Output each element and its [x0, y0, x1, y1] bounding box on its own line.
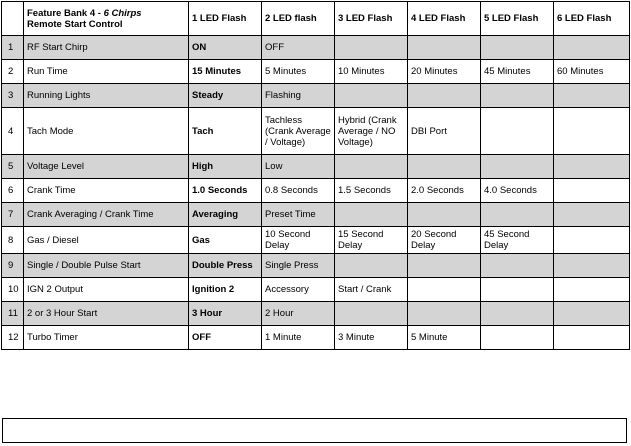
feature-name: IGN 2 Output — [24, 278, 189, 302]
option-cell: Tachless (Crank Average / Voltage) — [262, 108, 335, 155]
option-cell — [554, 326, 630, 350]
row-number: 9 — [2, 254, 24, 278]
option-cell — [481, 326, 554, 350]
table-subtitle: Remote Start Control — [27, 18, 123, 30]
option-cell: Tach — [189, 108, 262, 155]
option-cell — [408, 36, 481, 60]
option-cell: 1 Minute — [262, 326, 335, 350]
option-cell: OFF — [189, 326, 262, 350]
option-cell — [554, 108, 630, 155]
option-cell — [481, 155, 554, 179]
option-cell: 15 Minutes — [189, 60, 262, 84]
table-row — [2, 179, 630, 203]
option-cell — [554, 227, 630, 254]
option-cell — [481, 254, 554, 278]
table-row — [2, 203, 630, 227]
option-cell: 20 Minutes — [408, 60, 481, 84]
option-cell: Single Press — [262, 254, 335, 278]
feature-name: Running Lights — [24, 84, 189, 108]
option-cell: Start / Crank — [335, 278, 408, 302]
option-cell: 10 Second Delay — [262, 227, 335, 254]
option-cell: 2.0 Seconds — [408, 179, 481, 203]
option-cell: DBI Port — [408, 108, 481, 155]
row-number: 11 — [2, 302, 24, 326]
row-number: 1 — [2, 36, 24, 60]
option-cell: Gas — [189, 227, 262, 254]
option-cell: 60 Minutes — [554, 60, 630, 84]
option-cell — [481, 84, 554, 108]
feature-name: Crank Time — [24, 179, 189, 203]
table-title — [24, 2, 189, 36]
header-num-cell — [2, 2, 24, 36]
option-cell: 45 Second Delay — [481, 227, 554, 254]
option-cell — [335, 84, 408, 108]
table-row — [2, 302, 630, 326]
option-cell — [554, 203, 630, 227]
option-cell: Steady — [189, 84, 262, 108]
option-cell — [481, 278, 554, 302]
row-number: 5 — [2, 155, 24, 179]
table-row — [2, 60, 630, 84]
option-cell: 1.5 Seconds — [335, 179, 408, 203]
option-cell: 3 Minute — [335, 326, 408, 350]
option-cell — [408, 278, 481, 302]
row-number: 8 — [2, 227, 24, 254]
option-cell — [554, 278, 630, 302]
feature-name: Turbo Timer — [24, 326, 189, 350]
row-number: 2 — [2, 60, 24, 84]
feature-name: RF Start Chirp — [24, 36, 189, 60]
row-number: 10 — [2, 278, 24, 302]
option-cell — [408, 155, 481, 179]
option-cell — [481, 302, 554, 326]
option-cell: 5 Minutes — [262, 60, 335, 84]
option-cell: 15 Second Delay — [335, 227, 408, 254]
option-cell: 0.8 Seconds — [262, 179, 335, 203]
table-row — [2, 326, 630, 350]
option-cell — [408, 254, 481, 278]
table-row — [2, 36, 630, 60]
table-row — [2, 278, 630, 302]
feature-name: Run Time — [24, 60, 189, 84]
option-cell — [408, 84, 481, 108]
header-row — [2, 2, 630, 36]
option-cell: 3 Hour — [189, 302, 262, 326]
feature-name: 2 or 3 Hour Start — [24, 302, 189, 326]
option-cell — [554, 155, 630, 179]
option-cell — [481, 36, 554, 60]
row-number: 4 — [2, 108, 24, 155]
column-header: 4 LED Flash — [408, 2, 481, 36]
table-row — [2, 155, 630, 179]
option-cell — [481, 203, 554, 227]
option-cell: Low — [262, 155, 335, 179]
option-cell: 45 Minutes — [481, 60, 554, 84]
option-cell — [481, 108, 554, 155]
feature-bank-table — [1, 1, 630, 350]
option-cell: OFF — [262, 36, 335, 60]
option-cell: 10 Minutes — [335, 60, 408, 84]
option-cell: Flashing — [262, 84, 335, 108]
option-cell: 2 Hour — [262, 302, 335, 326]
feature-name: Crank Averaging / Crank Time — [24, 203, 189, 227]
option-cell — [335, 36, 408, 60]
title-prefix: Feature Bank 4 - — [27, 7, 104, 19]
option-cell — [554, 179, 630, 203]
option-cell — [335, 203, 408, 227]
table-row — [2, 84, 630, 108]
option-cell: ON — [189, 36, 262, 60]
footer-box — [2, 418, 627, 443]
option-cell — [335, 254, 408, 278]
option-cell: 4.0 Seconds — [481, 179, 554, 203]
row-number: 12 — [2, 326, 24, 350]
option-cell — [554, 254, 630, 278]
option-cell — [408, 302, 481, 326]
option-cell: Hybrid (Crank Average / NO Voltage) — [335, 108, 408, 155]
feature-name: Tach Mode — [24, 108, 189, 155]
row-number: 7 — [2, 203, 24, 227]
option-cell: 1.0 Seconds — [189, 179, 262, 203]
option-cell — [554, 84, 630, 108]
option-cell: 20 Second Delay — [408, 227, 481, 254]
option-cell — [554, 36, 630, 60]
row-number: 6 — [2, 179, 24, 203]
column-header: 2 LED flash — [262, 2, 335, 36]
option-cell: 5 Minute — [408, 326, 481, 350]
row-number: 3 — [2, 84, 24, 108]
option-cell — [554, 302, 630, 326]
column-header: 3 LED Flash — [335, 2, 408, 36]
feature-name: Gas / Diesel — [24, 227, 189, 254]
feature-name: Single / Double Pulse Start — [24, 254, 189, 278]
table-row — [2, 108, 630, 155]
option-cell — [335, 155, 408, 179]
table-row — [2, 254, 630, 278]
column-header: 5 LED Flash — [481, 2, 554, 36]
column-header: 6 LED Flash — [554, 2, 630, 36]
table-row — [2, 227, 630, 254]
feature-name: Voltage Level — [24, 155, 189, 179]
option-cell — [408, 203, 481, 227]
option-cell: High — [189, 155, 262, 179]
option-cell — [335, 302, 408, 326]
option-cell: Accessory — [262, 278, 335, 302]
option-cell: Double Press — [189, 254, 262, 278]
column-header: 1 LED Flash — [189, 2, 262, 36]
title-italic: 6 Chirps — [103, 7, 142, 19]
option-cell: Averaging — [189, 203, 262, 227]
option-cell: Ignition 2 — [189, 278, 262, 302]
option-cell: Preset Time — [262, 203, 335, 227]
